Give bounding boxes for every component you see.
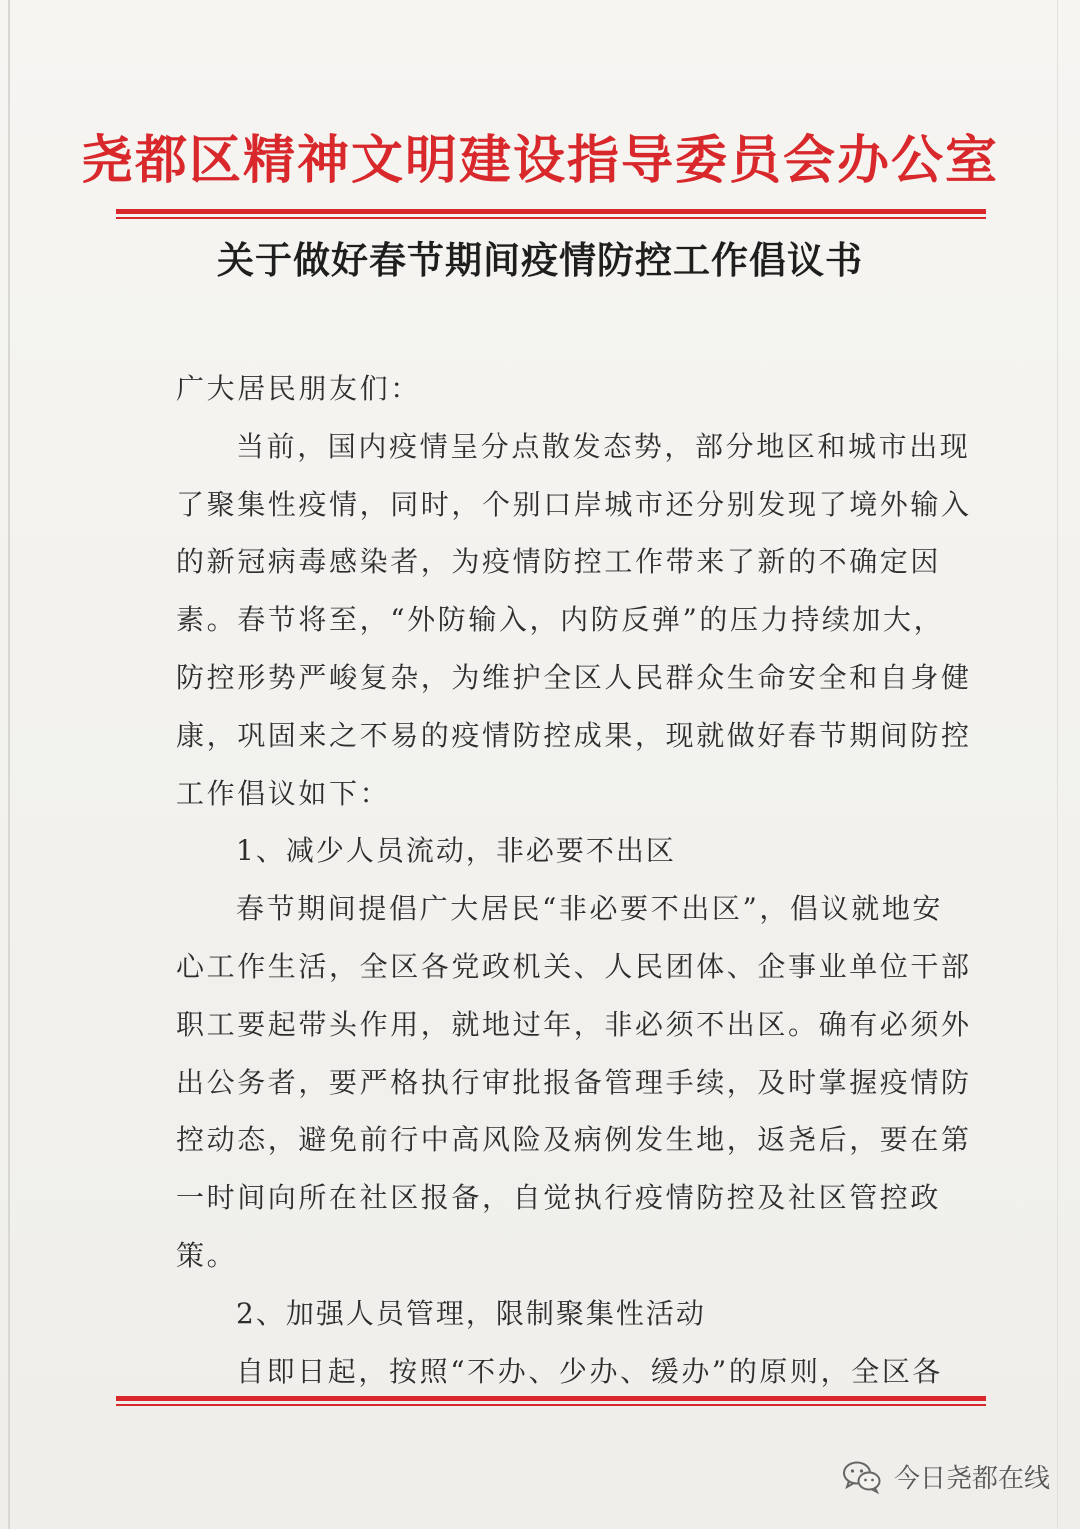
letterhead-rule-thin [116, 217, 986, 219]
footer-rule-thick [116, 1396, 986, 1401]
body-line: 出公务者，要严格执行审批报备管理手续，及时掌握疫情防 [176, 1065, 972, 1099]
body-line: 一时间向所在社区报备，自觉执行疫情防控及社区管控政 [176, 1181, 942, 1215]
wechat-watermark [842, 1458, 1050, 1495]
document-body [176, 360, 972, 1400]
body-line: 策。 [176, 1238, 238, 1272]
watermark-text: 今日尧都在线 [893, 1464, 1050, 1494]
body-line: 当前，国内疫情呈分点散发态势，部分地区和城市出现 [236, 429, 971, 463]
body-line: 职工要起带头作用，就地过年，非必须不出区。确有必须外 [176, 1007, 972, 1041]
letterhead-rule-thick [116, 209, 986, 214]
section-heading: 1、减少人员流动，非必要不出区 [236, 834, 676, 868]
body-line: 了聚集性疫情，同时，个别口岸城市还分别发现了境外输入 [176, 487, 972, 521]
body-line: 心工作生活，全区各党政机关、人民团体、企事业单位干部 [176, 949, 972, 983]
body-line: 康，巩固来之不易的疫情防控成果，现就做好春节期间防控 [176, 718, 972, 752]
body-line: 春节期间提倡广大居民“非必要不出区”，倡议就地安 [236, 892, 944, 926]
body-line: 防控形势严峻复杂，为维护全区人民群众生命安全和自身健 [176, 660, 972, 694]
letterhead-title: 尧都区精神文明建设指导委员会办公室 [80, 131, 999, 191]
body-line: 的新冠病毒感染者，为疫情防控工作带来了新的不确定因 [176, 545, 942, 579]
body-line: 自即日起，按照“不办、少办、缓办”的原则，全区各 [236, 1354, 944, 1388]
section-heading: 2、加强人员管理，限制聚集性活动 [236, 1296, 706, 1330]
body-line: 素。春节将至，“外防输入，内防反弹”的压力持续加大， [176, 603, 945, 637]
body-line: 工作倡议如下： [176, 776, 391, 810]
body-line: 控动态，避免前行中高风险及病例发生地，返尧后，要在第 [176, 1123, 972, 1157]
document-title: 关于做好春节期间疫情防控工作倡议书 [217, 238, 863, 282]
body-line: 广大居民朋友们： [176, 372, 421, 405]
footer-rule-thin [116, 1404, 986, 1406]
wechat-icon [842, 1460, 882, 1494]
